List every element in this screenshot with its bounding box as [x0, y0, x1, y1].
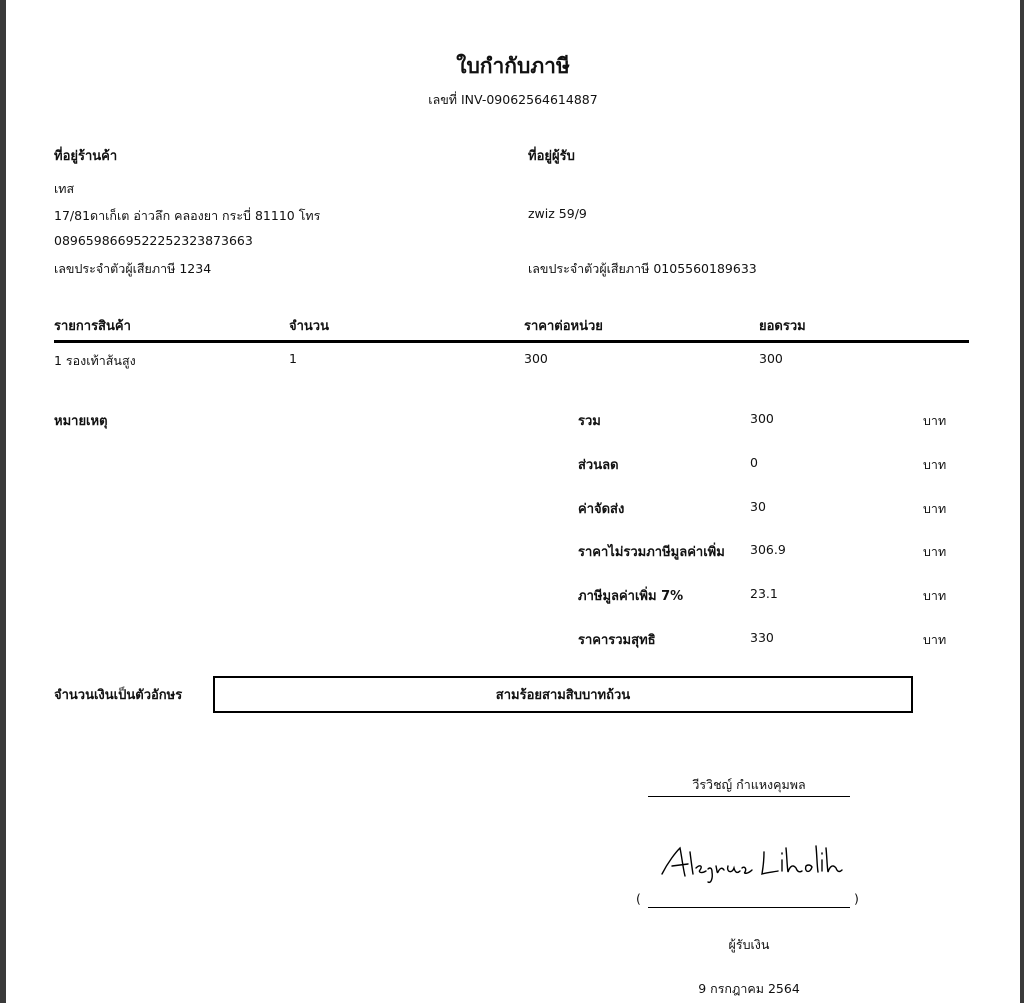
column-header-quantity: จำนวน — [289, 319, 329, 334]
summary-unit: บาท — [923, 457, 947, 472]
receiver-role: ผู้รับเงิน — [728, 937, 770, 952]
shop-name: เทส — [54, 181, 75, 196]
summary-unit: บาท — [923, 413, 947, 428]
amount-in-words-label: จำนวนเงินเป็นตัวอักษร — [54, 688, 183, 703]
signature-line — [648, 907, 850, 908]
shop-address: 17/81ดาเก็เต อ่าวลึก คลองยา กระบี่ 81110 โทร — [54, 208, 321, 223]
signature-close-paren: ) — [854, 891, 859, 906]
recipient-address-heading: ที่อยู่ผู้รับ — [528, 149, 575, 164]
issue-date: 9 กรกฎาคม 2564 — [698, 981, 800, 996]
shop-tax-id: เลขประจำตัวผู้เสียภาษี 1234 — [54, 261, 212, 276]
column-header-unit-price: ราคาต่อหน่วย — [524, 319, 603, 334]
summary-value: 300 — [750, 411, 774, 426]
recipient-address: zwiz 59/9 — [528, 206, 587, 221]
signer-name: วีรวิชญ์ กำแหงคุมพล — [692, 777, 806, 792]
summary-value: 330 — [750, 630, 774, 645]
summary-label: ราคารวมสุทธิ — [578, 633, 656, 648]
summary-value: 0 — [750, 455, 758, 470]
amount-in-words-value: สามร้อยสามสิบบาทถ้วน — [495, 688, 631, 703]
summary-unit: บาท — [923, 501, 947, 516]
summary-value: 23.1 — [750, 586, 778, 601]
column-header-total: ยอดรวม — [759, 319, 806, 334]
summary-value: 306.9 — [750, 542, 786, 557]
handwritten-signature — [656, 838, 846, 886]
signature-open-paren: ( — [636, 891, 641, 906]
column-header-item: รายการสินค้า — [54, 319, 131, 334]
cell-unit-price: 300 — [524, 351, 548, 366]
shop-address-heading: ที่อยู่ร้านค้า — [54, 149, 118, 164]
cell-quantity: 1 — [289, 351, 297, 366]
invoice-page — [6, 0, 1020, 1003]
summary-unit: บาท — [923, 588, 947, 603]
summary-label: ราคาไม่รวมภาษีมูลค่าเพิ่ม — [578, 545, 725, 560]
table-header-rule — [54, 340, 969, 343]
summary-label: ส่วนลด — [578, 458, 619, 473]
summary-label: ค่าจัดส่ง — [578, 502, 625, 517]
signer-name-underline — [648, 796, 850, 797]
amount-in-words-box — [213, 676, 913, 713]
cell-item: 1 รองเท้าส้นสูง — [54, 353, 136, 368]
summary-label: รวม — [578, 414, 601, 429]
summary-value: 30 — [750, 499, 766, 514]
shop-phone: 0896598669522252323873663 — [54, 233, 253, 248]
remarks-label: หมายเหตุ — [54, 414, 108, 429]
summary-label: ภาษีมูลค่าเพิ่ม 7% — [578, 589, 684, 604]
invoice-number: เลขที่ INV-09062564614887 — [428, 92, 598, 107]
cell-total: 300 — [759, 351, 783, 366]
summary-unit: บาท — [923, 632, 947, 647]
summary-unit: บาท — [923, 544, 947, 559]
recipient-tax-id: เลขประจำตัวผู้เสียภาษี 0105560189633 — [528, 261, 757, 276]
document-title: ใบกำกับภาษี — [456, 54, 570, 78]
